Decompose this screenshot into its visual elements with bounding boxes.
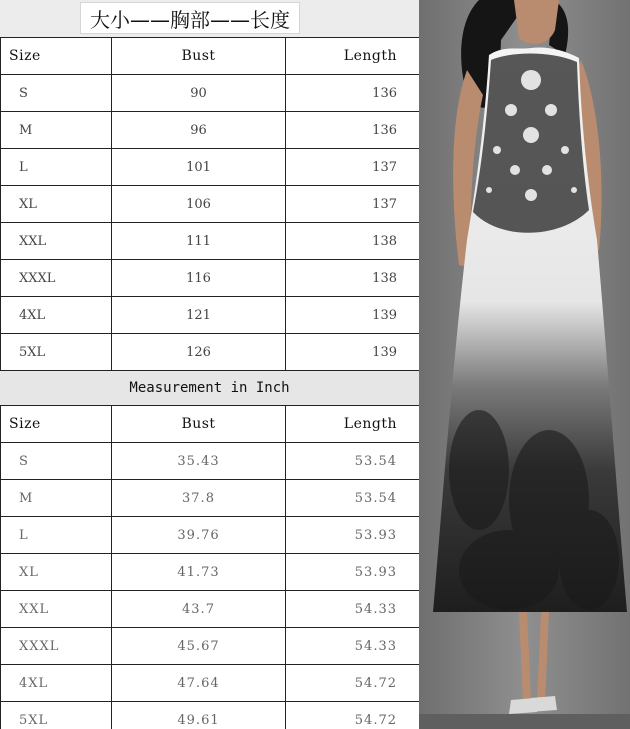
table-row xyxy=(1,260,420,297)
column-header-size: Size xyxy=(1,38,112,75)
bust-cell: 37.8 xyxy=(112,480,286,517)
table-row xyxy=(1,628,420,665)
size-cell: XXL xyxy=(1,223,112,260)
bust-cell: 43.7 xyxy=(112,591,286,628)
size-cell: XL xyxy=(1,186,112,223)
column-header-bust: Bust xyxy=(112,406,286,443)
table-row xyxy=(1,517,420,554)
length-cell: 136 xyxy=(286,75,420,112)
table-row xyxy=(1,443,420,480)
column-header-length: Length xyxy=(286,38,420,75)
bust-cell: 106 xyxy=(112,186,286,223)
table-header-row xyxy=(1,406,420,443)
column-header-bust: Bust xyxy=(112,38,286,75)
table-row xyxy=(1,334,420,371)
table-row xyxy=(1,75,420,112)
bust-cell: 45.67 xyxy=(112,628,286,665)
table-row xyxy=(1,591,420,628)
product-photo xyxy=(419,0,630,729)
length-cell: 54.33 xyxy=(286,591,420,628)
length-cell: 53.54 xyxy=(286,480,420,517)
length-cell: 137 xyxy=(286,149,420,186)
size-cell: XXXL xyxy=(1,628,112,665)
bust-cell: 49.61 xyxy=(112,702,286,729)
table-row xyxy=(1,149,420,186)
column-header-length: Length xyxy=(286,406,420,443)
bust-cell: 47.64 xyxy=(112,665,286,702)
table-row xyxy=(1,702,420,729)
length-cell: 54.72 xyxy=(286,702,420,729)
bust-cell: 126 xyxy=(112,334,286,371)
bust-cell: 90 xyxy=(112,75,286,112)
table-row xyxy=(1,223,420,260)
size-cell: L xyxy=(1,517,112,554)
size-cell: XXXL xyxy=(1,260,112,297)
dress-model-illustration xyxy=(419,0,630,729)
bust-cell: 116 xyxy=(112,260,286,297)
length-cell: 54.33 xyxy=(286,628,420,665)
size-cell: XXL xyxy=(1,591,112,628)
length-cell: 139 xyxy=(286,334,420,371)
size-cell: 4XL xyxy=(1,297,112,334)
length-cell: 53.93 xyxy=(286,554,420,591)
cm-size-table xyxy=(0,37,420,371)
size-cell: S xyxy=(1,75,112,112)
length-cell: 136 xyxy=(286,112,420,149)
size-cell: M xyxy=(1,480,112,517)
column-header-size: Size xyxy=(1,406,112,443)
length-cell: 138 xyxy=(286,260,420,297)
length-cell: 138 xyxy=(286,223,420,260)
table-row xyxy=(1,665,420,702)
table-row xyxy=(1,186,420,223)
bust-cell: 111 xyxy=(112,223,286,260)
size-cell: XL xyxy=(1,554,112,591)
length-cell: 54.72 xyxy=(286,665,420,702)
length-cell: 53.54 xyxy=(286,443,420,480)
bust-cell: 96 xyxy=(112,112,286,149)
table-header-row xyxy=(1,38,420,75)
inch-size-table xyxy=(0,405,420,729)
length-cell: 137 xyxy=(286,186,420,223)
bust-cell: 121 xyxy=(112,297,286,334)
chart-title: 大小——胸部——长度 xyxy=(80,2,300,34)
bust-cell: 101 xyxy=(112,149,286,186)
inch-section-title: Measurement in Inch xyxy=(0,370,419,405)
size-cell: M xyxy=(1,112,112,149)
length-cell: 139 xyxy=(286,297,420,334)
size-cell: 4XL xyxy=(1,665,112,702)
table-row xyxy=(1,554,420,591)
size-cell: L xyxy=(1,149,112,186)
table-row xyxy=(1,480,420,517)
bust-cell: 41.73 xyxy=(112,554,286,591)
length-cell: 53.93 xyxy=(286,517,420,554)
title-bar xyxy=(0,0,419,37)
bust-cell: 39.76 xyxy=(112,517,286,554)
size-cell: 5XL xyxy=(1,334,112,371)
size-cell: 5XL xyxy=(1,702,112,729)
size-cell: S xyxy=(1,443,112,480)
table-row xyxy=(1,297,420,334)
bust-cell: 35.43 xyxy=(112,443,286,480)
table-row xyxy=(1,112,420,149)
